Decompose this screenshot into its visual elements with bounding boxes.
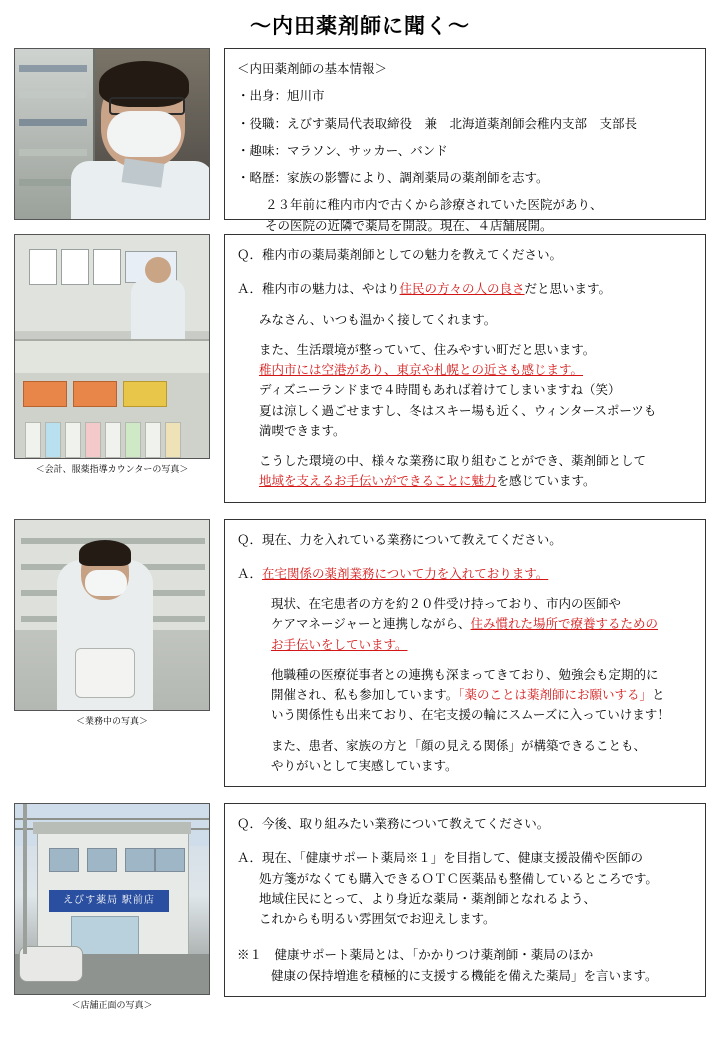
profile-heading: ＜内田薬剤師の基本情報＞ xyxy=(237,62,388,76)
power-line-graphic xyxy=(15,818,210,820)
answer-2-line-2: 現状、在宅患者の方を約２０件受け持っており、市内の医師や xyxy=(271,597,622,611)
answer-2-line-3-pre: ケアマネージャーと連携しながら、 xyxy=(271,617,471,632)
utility-pole-graphic xyxy=(23,804,27,954)
bottle-icon xyxy=(25,422,41,458)
answer-1-line-8: こうした環境の中、様々な業務に取り組むことができ、薬剤師として xyxy=(259,454,647,468)
answer-1-line-3: また、生活環境が整っていて、住みやすい町だと思います。 xyxy=(259,342,596,357)
counter-graphic xyxy=(15,339,210,377)
answer-1-line-5: ディズニーランドまで４時間もあれば着けてしまいますね（笑） xyxy=(259,383,621,398)
question-2: Ｑ．現在、力を入れている業務について教えてください。 xyxy=(237,532,562,547)
bottle-icon xyxy=(145,422,161,458)
answer-1-line-2: みなさん、いつも温かく接してくれます。 xyxy=(259,312,497,327)
answer-2-line-6-highlight: 「薬のことは薬剤師にお願いする」 xyxy=(458,688,653,702)
answer-2-line-8: また、患者、家族の方と「顔の見える関係」が構築できることも、 xyxy=(271,738,647,753)
portrait-photo xyxy=(14,48,210,220)
store-sign: えびす薬局 駅前店 xyxy=(49,890,169,912)
answer-1-line-9-highlight: 地域を支えるお手伝いができることに魅力 xyxy=(259,474,497,489)
work-photo-column xyxy=(14,519,210,727)
poster-icon xyxy=(29,249,57,285)
qa-box-3 xyxy=(224,803,706,997)
window-graphic xyxy=(49,848,79,872)
page-title: 〜内田薬剤師に聞く〜 xyxy=(250,15,470,38)
answer-3-head xyxy=(237,848,693,868)
bottle-icon xyxy=(125,422,141,458)
profile-line-origin: ・出身：旭川市 xyxy=(237,89,325,104)
storage-box-icon xyxy=(123,381,167,407)
window-graphic xyxy=(125,848,155,872)
car-graphic xyxy=(19,946,83,982)
answer-1-head-highlight: 住民の方々の人の良さ xyxy=(399,282,525,297)
roof-graphic xyxy=(33,822,191,834)
answer-label: Ａ． xyxy=(237,566,263,581)
answer-1-line-7: 満喫できます。 xyxy=(259,423,346,438)
answer-2-head xyxy=(237,564,693,584)
answer-3-line-2: 処方箋がなくても購入できるＯＴＣ医薬品も整備しているところです。 xyxy=(259,871,658,886)
qa-box-1 xyxy=(224,234,706,503)
answer-1-line-4: 稚内市には空港があり、東京や札幌との近さも感じます。 xyxy=(259,363,584,377)
profile-line-career: ・略歴：家族の影響により、調剤薬局の薬剤師を志す。 xyxy=(237,171,549,185)
answer-3-line-4: これからも明るい雰囲気でお迎えします。 xyxy=(259,912,496,926)
answer-1-line-9 xyxy=(237,471,693,491)
profile-line-position: ・役職：えびす薬局代表取締役 兼 北海道薬剤師会稚内支部 支部長 xyxy=(237,116,638,131)
storefront-photo-caption: ＜店舗正面の写真＞ xyxy=(71,1000,153,1010)
answer-1-head-post: だと思います。 xyxy=(524,282,612,297)
answer-3-line-3: 地域住民にとって、より身近な薬局・薬剤師となれるよう、 xyxy=(259,891,597,906)
answer-3-head-text: 現在、「健康サポート薬局※１」を目指して、健康支援設備や医師の xyxy=(262,851,644,866)
qa-section-2 xyxy=(14,519,706,788)
storefront-photo xyxy=(14,803,210,995)
portrait-photo-column xyxy=(14,48,210,220)
face-mask-graphic xyxy=(85,570,127,596)
bottle-icon xyxy=(165,422,181,458)
answer-2-line-9: やりがいとして実感しています。 xyxy=(271,758,458,773)
staff-graphic xyxy=(131,279,185,341)
answer-label: Ａ． xyxy=(237,282,263,297)
profile-section xyxy=(14,48,706,233)
counter-photo xyxy=(14,234,210,459)
answer-1-line-6: 夏は涼しく過ごせますし、冬はスキー場も近く、ウィンタースポーツも xyxy=(259,403,657,418)
bottle-icon xyxy=(105,422,121,458)
profile-box xyxy=(224,48,706,233)
qa-section-1 xyxy=(14,234,706,503)
profile-line-hobby: ・趣味：マラソン、サッカー、バンド xyxy=(237,143,448,158)
answer-2-line-6-post: と xyxy=(652,688,665,702)
question-1: Ｑ．稚内市の薬局薬剤師としての魅力を教えてください。 xyxy=(237,248,563,262)
answer-2-line-3-highlight: 住み慣れた場所で療養するための xyxy=(470,617,659,632)
bottle-icon xyxy=(45,422,61,458)
answer-2-head-highlight: 在宅関係の薬剤業務について力を入れております。 xyxy=(262,566,549,581)
footnote-line-2: 健康の保持増進を積極的に支援する機能を備えた薬局」を言います。 xyxy=(271,968,658,983)
counter-photo-caption: ＜会計、服薬指導カウンターの写真＞ xyxy=(35,464,189,474)
face-mask-graphic xyxy=(107,111,181,157)
hair-graphic xyxy=(79,540,131,566)
storage-box-icon xyxy=(73,381,117,407)
answer-1-head-pre: 稚内市の魅力は、やはり xyxy=(262,282,400,297)
poster-icon xyxy=(93,249,121,285)
storage-box-icon xyxy=(23,381,67,407)
footnote-line-1: ※１ 健康サポート薬局とは、「かかりつけ薬剤師・薬局のほか xyxy=(237,948,594,963)
work-photo-caption: ＜業務中の写真＞ xyxy=(75,715,148,726)
bottle-icon xyxy=(85,422,101,458)
work-photo xyxy=(14,519,210,711)
answer-label: Ａ． xyxy=(237,851,263,866)
poster-icon xyxy=(61,249,89,285)
bottle-icon xyxy=(65,422,81,458)
answer-2-line-5: 他職種の医療従事者との連携も深まってきており、勉強会も定期的に xyxy=(271,667,659,682)
answer-1-head xyxy=(237,279,693,299)
answer-2-line-6 xyxy=(237,685,693,705)
answer-2-line-7: いう関係性も出来ており、在宅支援の輪にスムーズに入っていけます！ xyxy=(271,708,670,723)
qa-section-3 xyxy=(14,803,706,1011)
profile-career-sub-1: ２３年前に稚内市内で古くから診療されていた医院があり、 xyxy=(265,198,603,213)
storefront-photo-column xyxy=(14,803,210,1011)
answer-2-line-3 xyxy=(237,614,693,634)
window-graphic xyxy=(155,848,185,872)
window-graphic xyxy=(87,848,117,872)
counter-photo-column xyxy=(14,234,210,475)
qa-box-2 xyxy=(224,519,706,788)
answer-2-line-4: お手伝いをしています。 xyxy=(271,637,408,652)
profile-career-sub-2: その医院の近隣で薬局を開設。現在、４店舗展開。 xyxy=(265,218,553,233)
answer-1-line-9-post: を感じています。 xyxy=(496,474,596,489)
question-3: Ｑ．今後、取り組みたい業務について教えてください。 xyxy=(237,817,550,831)
equipment-graphic xyxy=(75,648,135,698)
answer-2-line-6-pre: 開催され、私も参加しています。 xyxy=(271,688,459,702)
